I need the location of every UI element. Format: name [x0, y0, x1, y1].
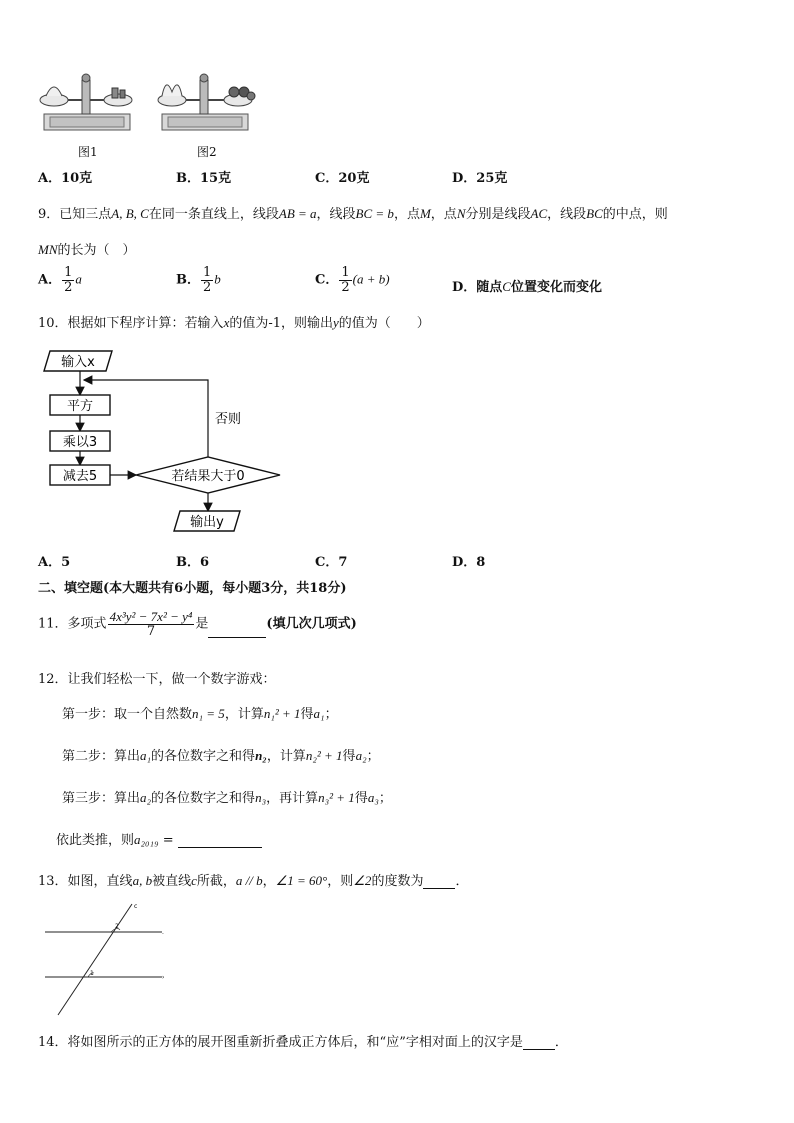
svg-text:›: ›	[162, 974, 165, 981]
fig2-caption: 图2	[197, 145, 217, 159]
flow-output-label: 输出y	[190, 515, 224, 530]
parallel-lines-figure	[40, 900, 175, 1020]
q10-option-d: D．8	[452, 555, 486, 570]
q8-option-d: D．25克	[452, 171, 508, 186]
q13-number: 13．	[38, 874, 68, 889]
label-c: c	[134, 903, 138, 910]
q8-option-c: C．20克	[315, 171, 370, 186]
flowchart	[40, 345, 290, 535]
q12-step1: 第一步：取一个自然数n₁ = 5，计算n₁² + 1得a₁；	[62, 706, 338, 722]
q10-option-b: B．6	[176, 555, 210, 570]
q9-number: 9．	[38, 207, 60, 222]
q10-stem: 10．根据如下程序计算：若输入x的值为-1，则输出y的值为（ ）	[38, 315, 430, 331]
flow-condition-label: 若结果大于0	[171, 469, 245, 484]
flow-times3-label: 乘以3	[62, 435, 98, 450]
fraction-half: $\frac{1}{2}$	[64, 265, 73, 295]
flow-square-label: 平方	[66, 399, 94, 414]
fraction-half: $\frac{1}{2}$	[203, 265, 212, 295]
q9-option-a: A． $\frac{1}{2}$ a	[38, 265, 82, 295]
q11-stem: 11．多项式 $\frac{\text{4x³y² − 7x² − y⁴}}{7}$ 是 (填几次几项式)	[38, 609, 357, 639]
flow-minus5-label: 减去5	[62, 469, 98, 484]
svg-text:.: .	[162, 929, 164, 936]
label-angle-1: 1	[90, 970, 94, 977]
q11-fraction: $\frac{\text{4x³y² − 7x² − y⁴}}{7}$	[109, 609, 193, 639]
q12-step2: 第二步：算出a₁的各位数字之和得n₂，计算n₂² + 1得a₂；	[62, 748, 380, 764]
fraction-half: $\frac{1}{2}$	[341, 265, 350, 295]
flow-otherwise-label: 否则	[214, 412, 242, 427]
q14-number: 14．	[38, 1035, 68, 1050]
q12-step3: 第三步：算出a₂的各位数字之和得n₃，再计算n₃² + 1得a₃；	[62, 790, 392, 806]
q10-number: 10．	[38, 316, 68, 331]
label-angle-2: 2	[115, 923, 119, 930]
flow-input-label: 输入x	[61, 355, 95, 370]
q13-stem: 13．如图，直线a, b被直线c所截，a // b，∠1 = 60°，则∠2的度数为 ．	[38, 873, 469, 889]
q12-intro: 12．让我们轻松一下，做一个数字游戏：	[38, 672, 276, 687]
balance-figure-2	[154, 70, 258, 138]
balance-figure-1	[36, 70, 136, 138]
line-c	[58, 904, 132, 1015]
q9-stem: 9．已知三点A, B, C在同一条直线上，线段AB = a，线段BC = b，点M，点N分别是线段AC，线段BC的中点，则	[38, 206, 668, 222]
q9-option-c: C． $\frac{1}{2}$ (a + b)	[315, 265, 390, 295]
q12-answer-blank[interactable]	[178, 832, 262, 848]
q13-answer-blank[interactable]	[423, 873, 455, 889]
q12-number: 12．	[38, 672, 68, 687]
q10-option-a: A．5	[38, 555, 71, 570]
q8-option-b: B．15克	[176, 171, 232, 186]
q11-number: 11．	[38, 616, 68, 632]
q10-option-c: C．7	[315, 555, 348, 570]
q11-answer-blank[interactable]	[208, 622, 266, 638]
section2-title: 二、填空题(本大题共有6小题，每小题3分，共18分)	[38, 581, 347, 596]
q8-option-a: A．10克	[38, 171, 93, 186]
q9-stem-line2: MN的长为（ ）	[38, 242, 136, 258]
q12-conclusion: 依此类推，则a₂₀₁₉ =	[56, 829, 262, 848]
q9-option-d: D．随点C位置变化而变化	[452, 279, 602, 295]
q14-stem: 14．将如图所示的正方体的展开图重新折叠成正方体后，和“应”字相对面上的汉字是 ．	[38, 1035, 568, 1050]
q9-option-b: B． $\frac{1}{2}$ b	[176, 265, 221, 295]
fig1-caption: 图1	[78, 145, 98, 159]
q14-answer-blank[interactable]	[523, 1034, 555, 1050]
